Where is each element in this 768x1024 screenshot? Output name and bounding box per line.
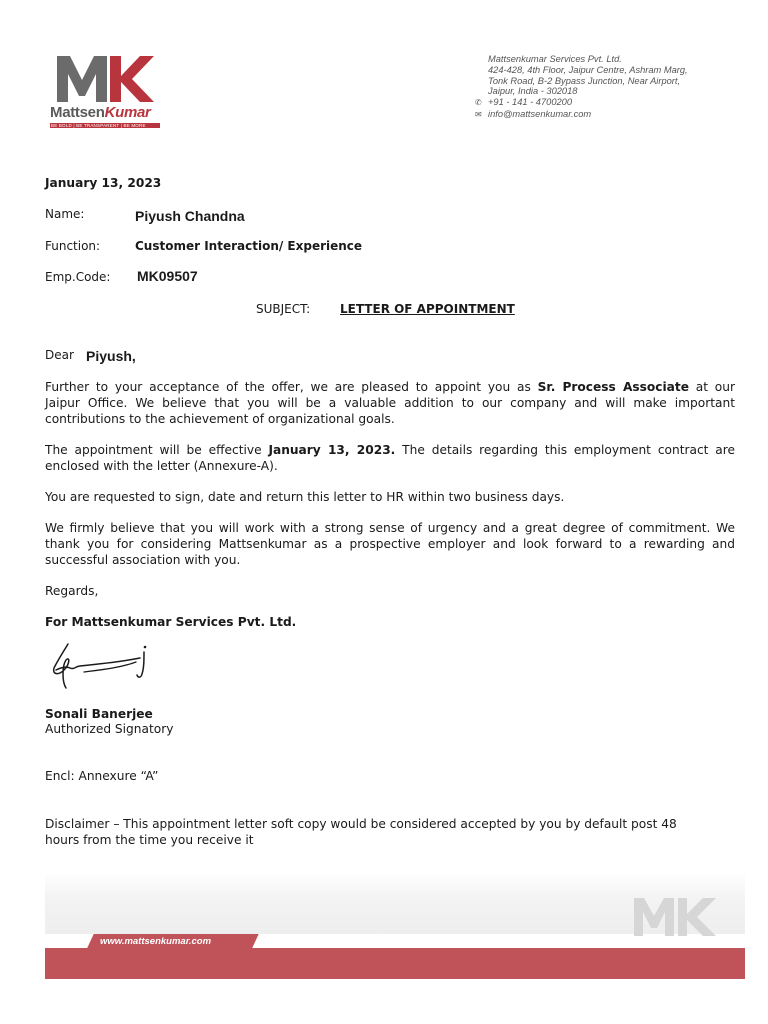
paragraph-line: Further to your acceptance of the offer, we are pleased to appoint you as Sr. Process Associate at our bbox=[45, 380, 736, 394]
emp-code-label: Emp.Code: bbox=[45, 270, 111, 284]
name-label: Name: bbox=[45, 207, 85, 221]
paragraph-line: thank you for considering Mattsenkumar as a prospective employer and look forward to a rewarding and bbox=[45, 537, 735, 551]
address-line: Mattsenkumar Services Pvt. Ltd. bbox=[488, 54, 622, 64]
address-line: 424-428, 4th Floor, Jaipur Centre, Ashram Marg, bbox=[488, 64, 688, 75]
regards: Regards, bbox=[45, 584, 99, 598]
salutation: Dear bbox=[45, 348, 74, 362]
effective-date: January 13, 2023. bbox=[268, 443, 396, 457]
signatory-name: Sonali Banerjee bbox=[45, 707, 153, 721]
letter-date: January 13, 2023 bbox=[45, 176, 162, 190]
footer-bar bbox=[45, 948, 745, 979]
company-sign-line: For Mattsenkumar Services Pvt. Ltd. bbox=[45, 615, 297, 629]
signatory-title: Authorized Signatory bbox=[45, 722, 174, 736]
company-address bbox=[475, 54, 688, 121]
function-value: Customer Interaction/ Experience bbox=[135, 239, 363, 253]
email-icon: ✉ bbox=[475, 109, 482, 119]
email-address: info@mattsenkumar.com bbox=[488, 108, 592, 119]
address-line: Tonk Road, B-2 Bypass Junction, Near Airport, bbox=[488, 75, 681, 86]
paragraph-line: enclosed with the letter (Annexure-A). bbox=[45, 459, 278, 473]
paragraph-line: contributions to the achievement of organizational goals. bbox=[45, 412, 395, 426]
paragraph-effective-date bbox=[45, 442, 735, 474]
address-line: Jaipur, India - 302018 bbox=[488, 86, 578, 97]
logo-letter-k bbox=[110, 56, 154, 102]
name-value: Piyush Chandna bbox=[135, 208, 245, 224]
paragraph-line: The appointment will be effective January 13, 2023. The details regarding this employment contract are bbox=[45, 443, 736, 457]
logo-tagline: BE BOLD | BE TRANSPARENT | BE MORE bbox=[50, 123, 160, 128]
enclosure: Encl: Annexure “A” bbox=[45, 769, 159, 783]
disclaimer-line: Disclaimer – This appointment letter soft copy would be considered accepted by you by default post 48 bbox=[45, 817, 677, 831]
signature-image bbox=[40, 638, 170, 694]
phone-line bbox=[475, 97, 688, 109]
phone-number: +91 - 141 - 4700200 bbox=[488, 97, 572, 108]
salutation-name: Piyush, bbox=[86, 348, 136, 364]
function-label: Function: bbox=[45, 239, 101, 253]
paragraph-line: Jaipur Office. We believe that you will be a valuable addition to our company and will make important bbox=[45, 396, 735, 410]
logo-letter-m bbox=[57, 56, 107, 102]
logo-wordmark: MattsenKumar bbox=[50, 104, 151, 121]
paragraph-closing bbox=[45, 520, 735, 568]
paragraph-appointment bbox=[45, 379, 735, 427]
phone-icon: ✆ bbox=[475, 98, 482, 108]
email-line bbox=[475, 108, 688, 121]
paragraph-line: You are requested to sign, date and return this letter to HR within two business days. bbox=[45, 490, 565, 504]
footer-website: www.mattsenkumar.com bbox=[100, 936, 212, 947]
footer-watermark-logo bbox=[632, 896, 732, 938]
designation: Sr. Process Associate bbox=[537, 380, 689, 394]
paragraph-instructions bbox=[45, 489, 735, 505]
paragraph-line: We firmly believe that you will work with a strong sense of urgency and a great degree of commitment. We bbox=[45, 521, 735, 535]
disclaimer-line: hours from the time you receive it bbox=[45, 833, 254, 847]
emp-code-value: MK09507 bbox=[137, 268, 198, 284]
paragraph-line: successful association with you. bbox=[45, 553, 241, 567]
subject-value: LETTER OF APPOINTMENT bbox=[340, 302, 515, 316]
subject-label: SUBJECT: bbox=[256, 302, 311, 316]
